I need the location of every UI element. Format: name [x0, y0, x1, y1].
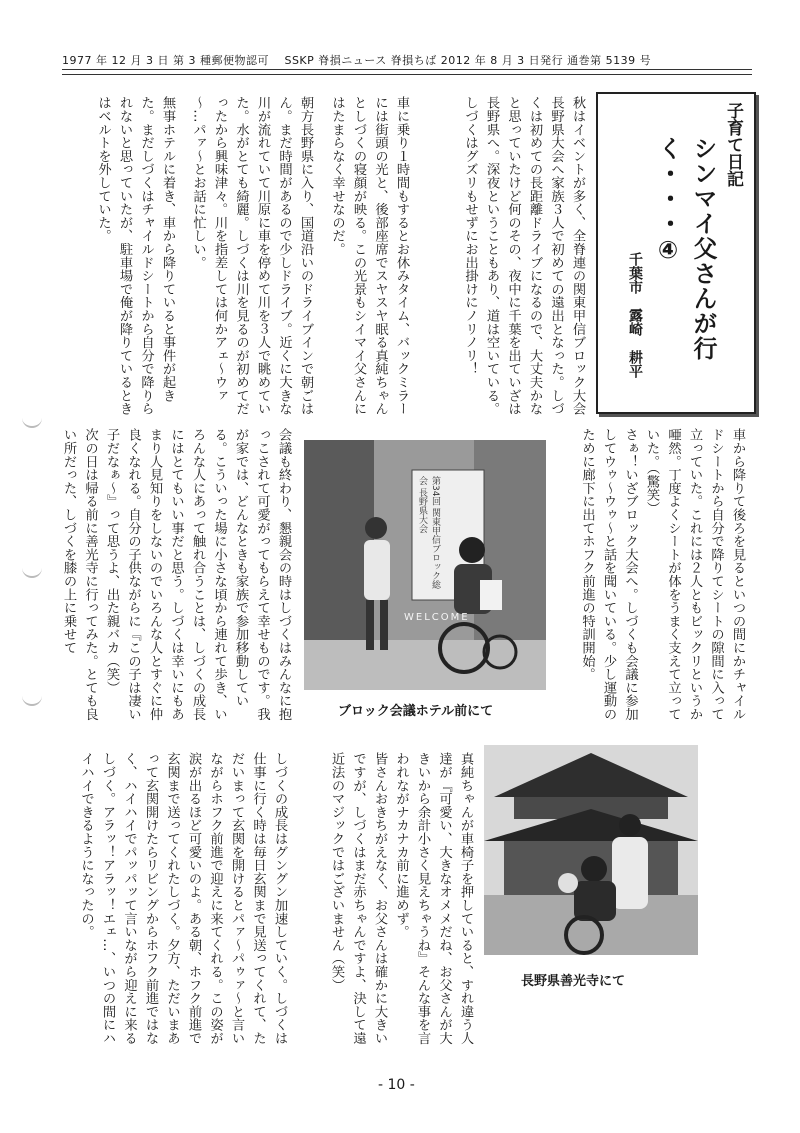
punch-hole-mark — [22, 566, 42, 578]
hotel-photo — [304, 440, 546, 690]
header-rule-top — [62, 69, 752, 70]
article-title: シンマイ父さんが行く・・・④ — [654, 136, 717, 361]
article-col-4: 無事ホテルに着き、車から降りていると事件が起きた。まだしづくはチャイルドシートから自分で降りられないと思っていたが、駐車場で俺が降りているときはベルトを外していた。 — [95, 96, 175, 416]
article-col-1: 秋はイベントが多く、全脊連の関東甲信ブロック大会長野県大会へ家族３人で初めての遠出となった。しづくは初めての長距離ドライブになるので、大丈夫かなと思っていたけど何のその、夜中に千葉を出ていざは長野県へ。深夜ということもあり、道は空いている。しづくはグズリもせずにお出掛けにノリノリ！ — [462, 96, 585, 416]
page-number: - 10 - — [378, 1077, 415, 1093]
article-author: 千葉市 露崎 耕平 — [627, 252, 643, 378]
newsletter-header: 1977 年 12 月 3 日 第 3 種郵便物認可 SSKP 脊損ニュース 脊損ちば 2012 年 8 月 3 日発行 通巻第 5139 号 — [62, 54, 652, 67]
article-col-3: 朝方長野県に入り、国道沿いのドライブインで朝ごはん。まだ時間があるので少しドライブ。近くに大きな川が流れていて川原に車を停めて川を３人で眺めていた。水がとても綺麗。しづくは川を見るのが初めてだったから興味津々。川を指差しては何かアェ～ウァ～…パァ～とお話に忙しい。 — [190, 96, 313, 416]
hotel-caption: ブロック会議ホテル前にて — [338, 704, 494, 719]
header-rule-bottom — [62, 74, 752, 75]
temple-photo — [484, 745, 698, 955]
title-inner — [625, 102, 746, 402]
temple-photo-illustration — [484, 745, 698, 955]
article-col-6: 会議も終わり、懇親会の時はしづくはみんなに抱っこされて可愛がってもらえて幸せものです。我が家では、どんなときも家族で参加移動している。こういった場に小さな頃から連れて歩き、いろんな人にあって触れ合うことは、しづくの成長にはとてもいい事だと思う。しづくは幸いにもあまり人見知りをしないのでいろんな人とすぐに仲良くなれる。自分の子供ながらに『この子は凄い子だなぁ～』って思うよ、出た親バカ（笑） 次の日は帰る前に善光寺に行ってみた。とても良い所だった、しづくを膝の上に乗せて — [61, 428, 291, 721]
hotel-sign: WELCOME — [404, 612, 470, 623]
article-col-8: しづくの成長はグングン加速していく。しづくは仕事に行く時は毎日玄関まで見送ってくれて、ただいまって玄関を開けるとパァ～パゥァ～と言いながらホフク前進で迎えに来てくれる。この姿が涙が出るほど可愛いのよ。ある朝、ホフク前進で玄関まで送ってくれたしづく。夕方、ただいまあって玄関開けたらリビングからホフク前進ではなく、ハイハイでパッパッて言いながら迎えに来るしづく。アラッ！アラッ！エェ…、いつの間にハイハイできるようになったの。 — [78, 752, 287, 1045]
series-label: 子育て日記 — [723, 102, 743, 187]
title-box — [596, 92, 756, 414]
article-col-2: 車に乗り１時間もするとお休みタイム、バックミラーには街頭の光と、後部座席でスヤスヤ眠る真純ちゃんとしづくの寝顔が映る。この光景もシイマイ父さんにはたまらなく幸せなのだ。 — [329, 96, 409, 416]
punch-hole-mark — [22, 416, 42, 428]
article-col-7: 真純ちゃんが車椅子を押していると、すれ違う人達が『可愛い、大きなオメメだね、お父さんが大きいから余計小さく見えちゃうね』そんな事を言われながナカナカ前に進めず。 皆さんおきちがえなく、お父さんは確かに大きいですが、しづくはまだ赤ちゃんですよ、決して遠近法のマジックではございません（笑） — [329, 752, 473, 1045]
hotel-banner: 第34回 関東甲信ブロック総会 長野県大会 — [417, 476, 440, 590]
article-col-5: 車から降りて後ろを見るといつの間にかチャイルドシートから自分で降りてシートの隙間に入って立っていた。これには２人ともビックリというか唖然。丁度よくシートが体をうまく支えて立っていた。（驚笑） さぁ！いざブロック大会へ。しづくも会議に参加してウゥ～ウゥ～と話を聞いている。少し運動のために廊下に出てホフク前進の特訓開始。 — [579, 428, 745, 721]
temple-caption: 長野県善光寺にて — [521, 974, 626, 989]
punch-hole-mark — [22, 694, 42, 706]
